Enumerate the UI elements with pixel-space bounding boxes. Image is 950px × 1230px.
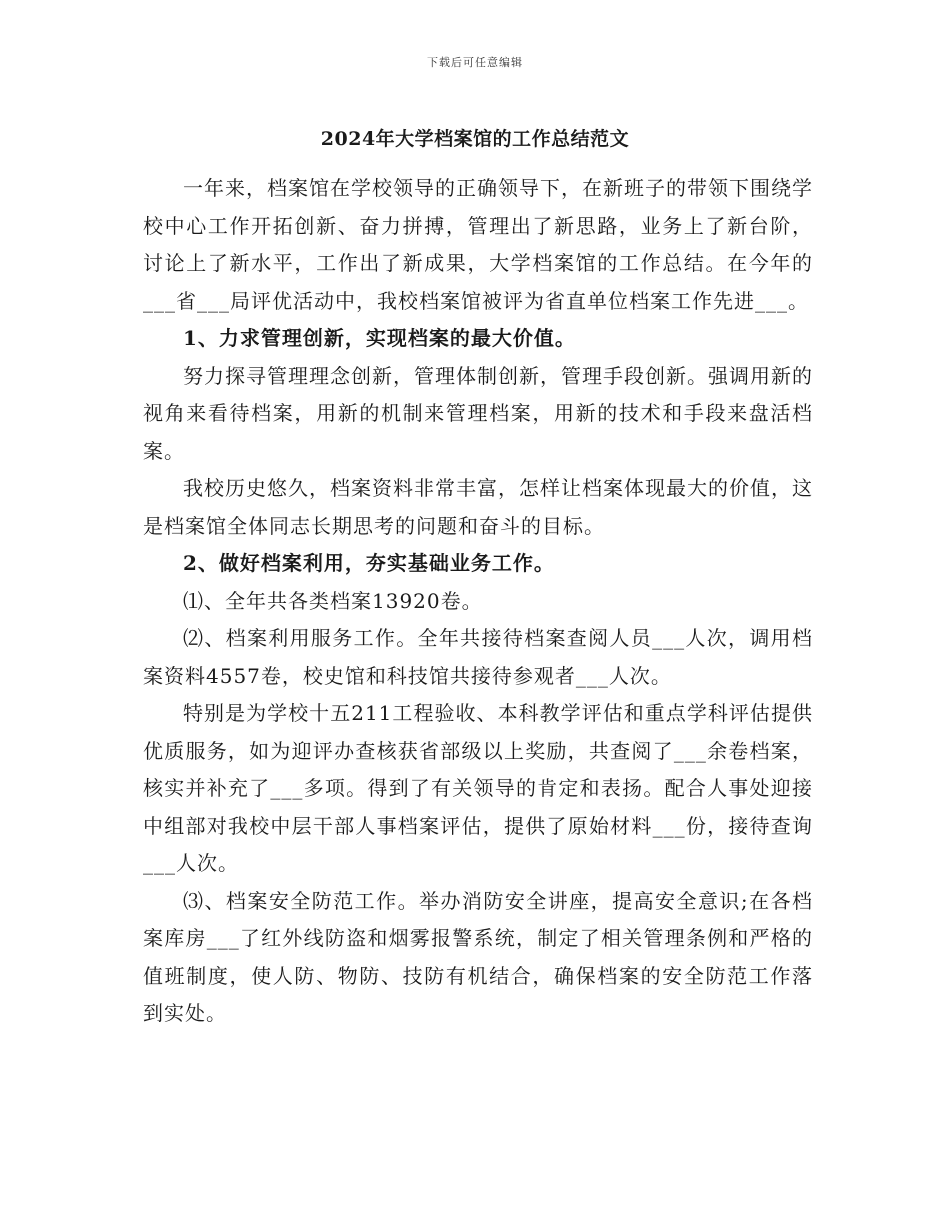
section-heading-1: 1、力求管理创新，实现档案的最大价值。 — [183, 326, 576, 350]
paragraph-item-2: ⑵、档案利用服务工作。全年共接待档案查阅人员___人次，调用档案资料4557卷，校史馆和科技馆共接待参观者___人次。 — [143, 626, 813, 688]
document-body — [143, 170, 813, 1033]
paragraph-item-1: ⑴、全年共各类档案13920卷。 — [183, 588, 483, 613]
section-heading-2: 2、做好档案利用，夯实基础业务工作。 — [183, 551, 555, 575]
paragraph-history: 我校历史悠久，档案资料非常丰富，怎样让档案体现最大的价值，这是档案馆全体同志长期思考的问题和奋斗的目标。 — [143, 476, 813, 538]
paragraph-item-3: ⑶、档案安全防范工作。举办消防安全讲座，提高安全意识;在各档案库房___了红外线防盗和烟雾报警系统，制定了相关管理条例和严格的值班制度，使人防、物防、技防有机结合，确保档案的安全防范工作落到实处。 — [143, 888, 813, 1025]
document-title: 2024年大学档案馆的工作总结范文 — [320, 128, 630, 150]
paragraph-management: 努力探寻管理理念创新，管理体制创新，管理手段创新。强调用新的视角来看待档案，用新的机制来管理档案，用新的技术和手段来盘活档案。 — [143, 363, 813, 463]
paragraph-intro: 一年来，档案馆在学校领导的正确领导下，在新班子的带领下围绕学校中心工作开拓创新、奋力拼搏，管理出了新思路，业务上了新台阶，讨论上了新水平，工作出了新成果，大学档案馆的工作总结。在今年的___省___局评优活动中，我校档案馆被评为省直单位档案工作先进___。 — [143, 176, 813, 313]
paragraph-evaluation: 特别是为学校十五211工程验收、本科教学评估和重点学科评估提供优质服务，如为迎评办查核获省部级以上奖励，共查阅了___余卷档案，核实并补充了___多项。得到了有关领导的肯定和表扬。配合人事处迎接中组部对我校中层干部人事档案评估，提供了原始材料___份，接待查询___人次。 — [143, 701, 813, 875]
header-note: 下载后可任意编辑 — [427, 56, 523, 69]
